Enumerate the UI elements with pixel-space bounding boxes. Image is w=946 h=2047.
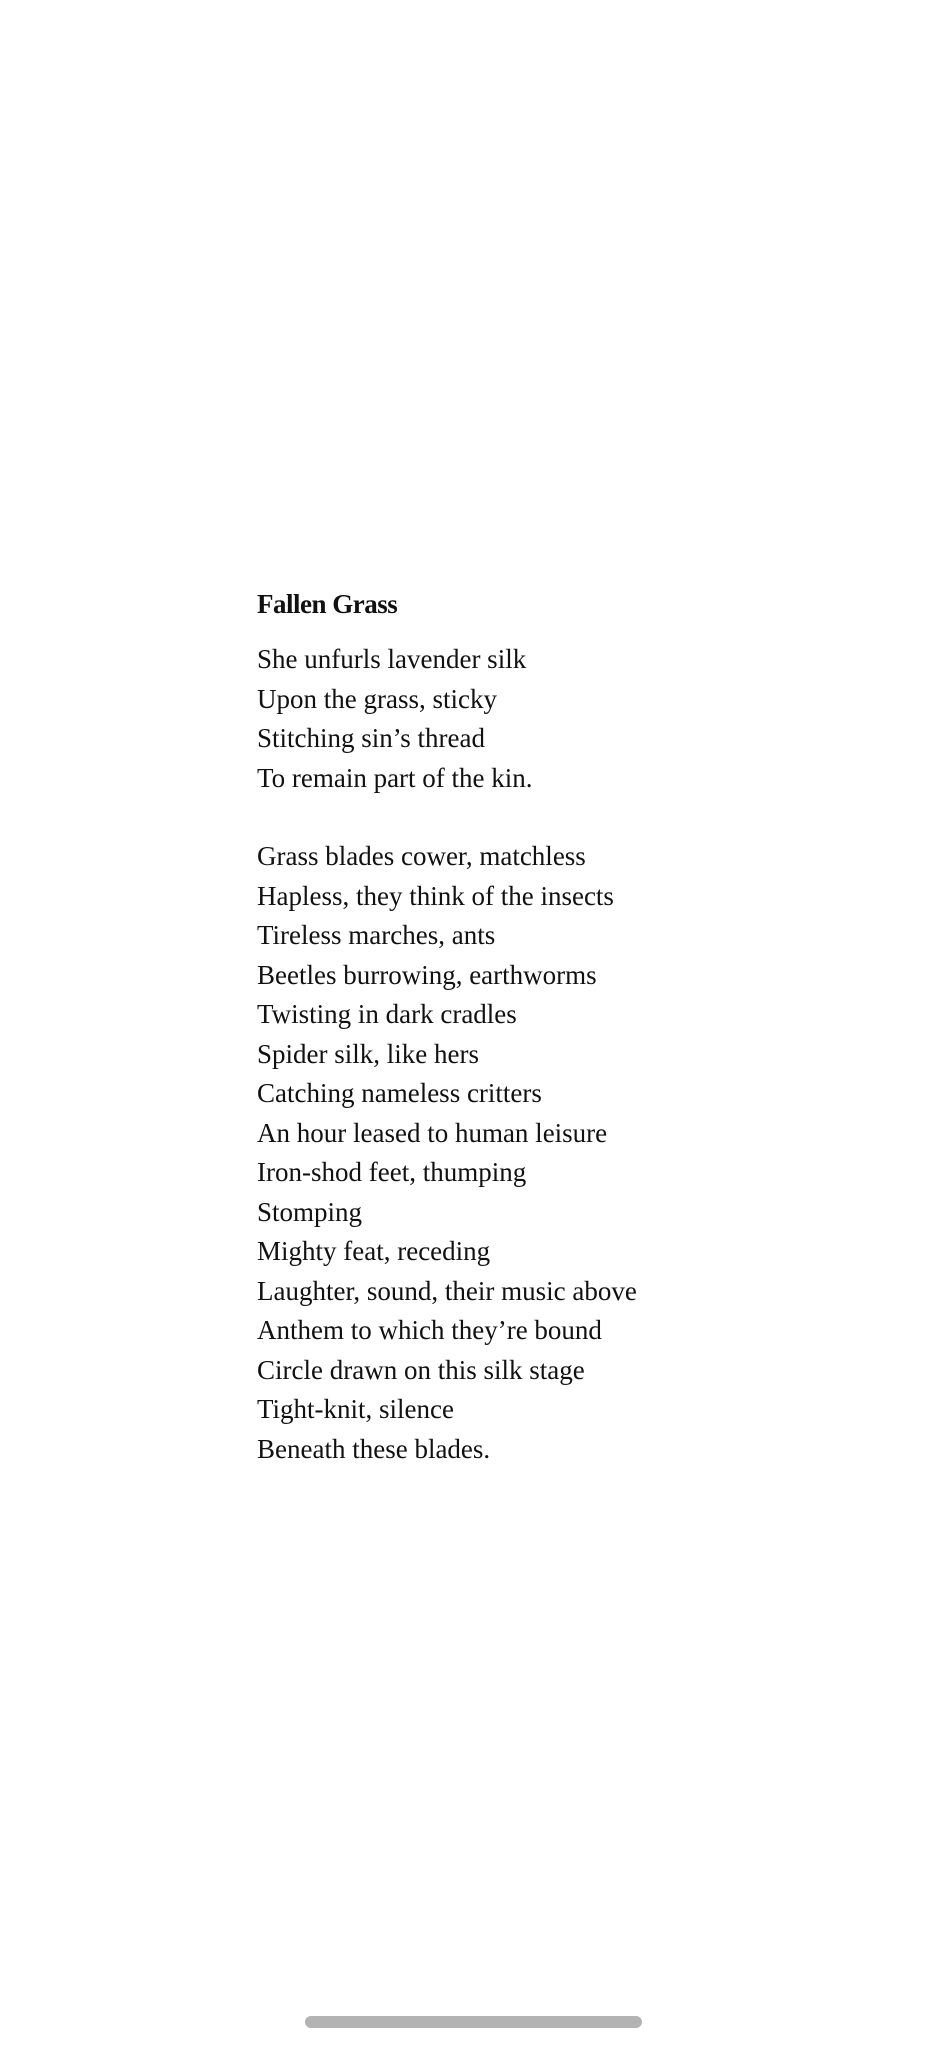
- home-indicator[interactable]: [305, 2016, 642, 2028]
- poem-line: Stitching sin’s thread: [257, 723, 485, 753]
- poem-line: Upon the grass, sticky: [257, 683, 497, 714]
- poem-line: Iron-shod feet, thumping: [257, 1157, 527, 1187]
- stanza-2: [257, 837, 877, 1469]
- poem-line: Hapless, they think of the insects: [257, 880, 614, 911]
- poem-line: Beneath these blades.: [257, 1433, 491, 1464]
- poem-line: Twisting in dark cradles: [257, 999, 517, 1029]
- poem-line: An hour leased to human leisure: [257, 1117, 608, 1148]
- poem-line: Mighty feat, receding: [257, 1236, 491, 1266]
- poem-line: Spider silk, like hers: [257, 1038, 479, 1069]
- poem: [257, 584, 877, 1469]
- poem-line: Catching nameless critters: [257, 1078, 542, 1108]
- poem-line: Stomping: [257, 1196, 363, 1227]
- poem-line: Circle drawn on this silk stage: [257, 1354, 585, 1385]
- poem-line: Beetles burrowing, earthworms: [257, 959, 597, 990]
- poem-line: To remain part of the kin.: [257, 762, 533, 793]
- poem-line: Tight-knit, silence: [257, 1394, 455, 1424]
- poem-line: Tireless marches, ants: [257, 920, 496, 950]
- poem-line: She unfurls lavender silk: [257, 644, 527, 674]
- stanza-1: [257, 640, 877, 798]
- poem-line: Anthem to which they’re bound: [257, 1315, 602, 1345]
- poem-line: Laughter, sound, their music above: [257, 1275, 637, 1306]
- poem-line: Grass blades cower, matchless: [257, 841, 586, 871]
- poem-title: Fallen Grass: [257, 589, 398, 619]
